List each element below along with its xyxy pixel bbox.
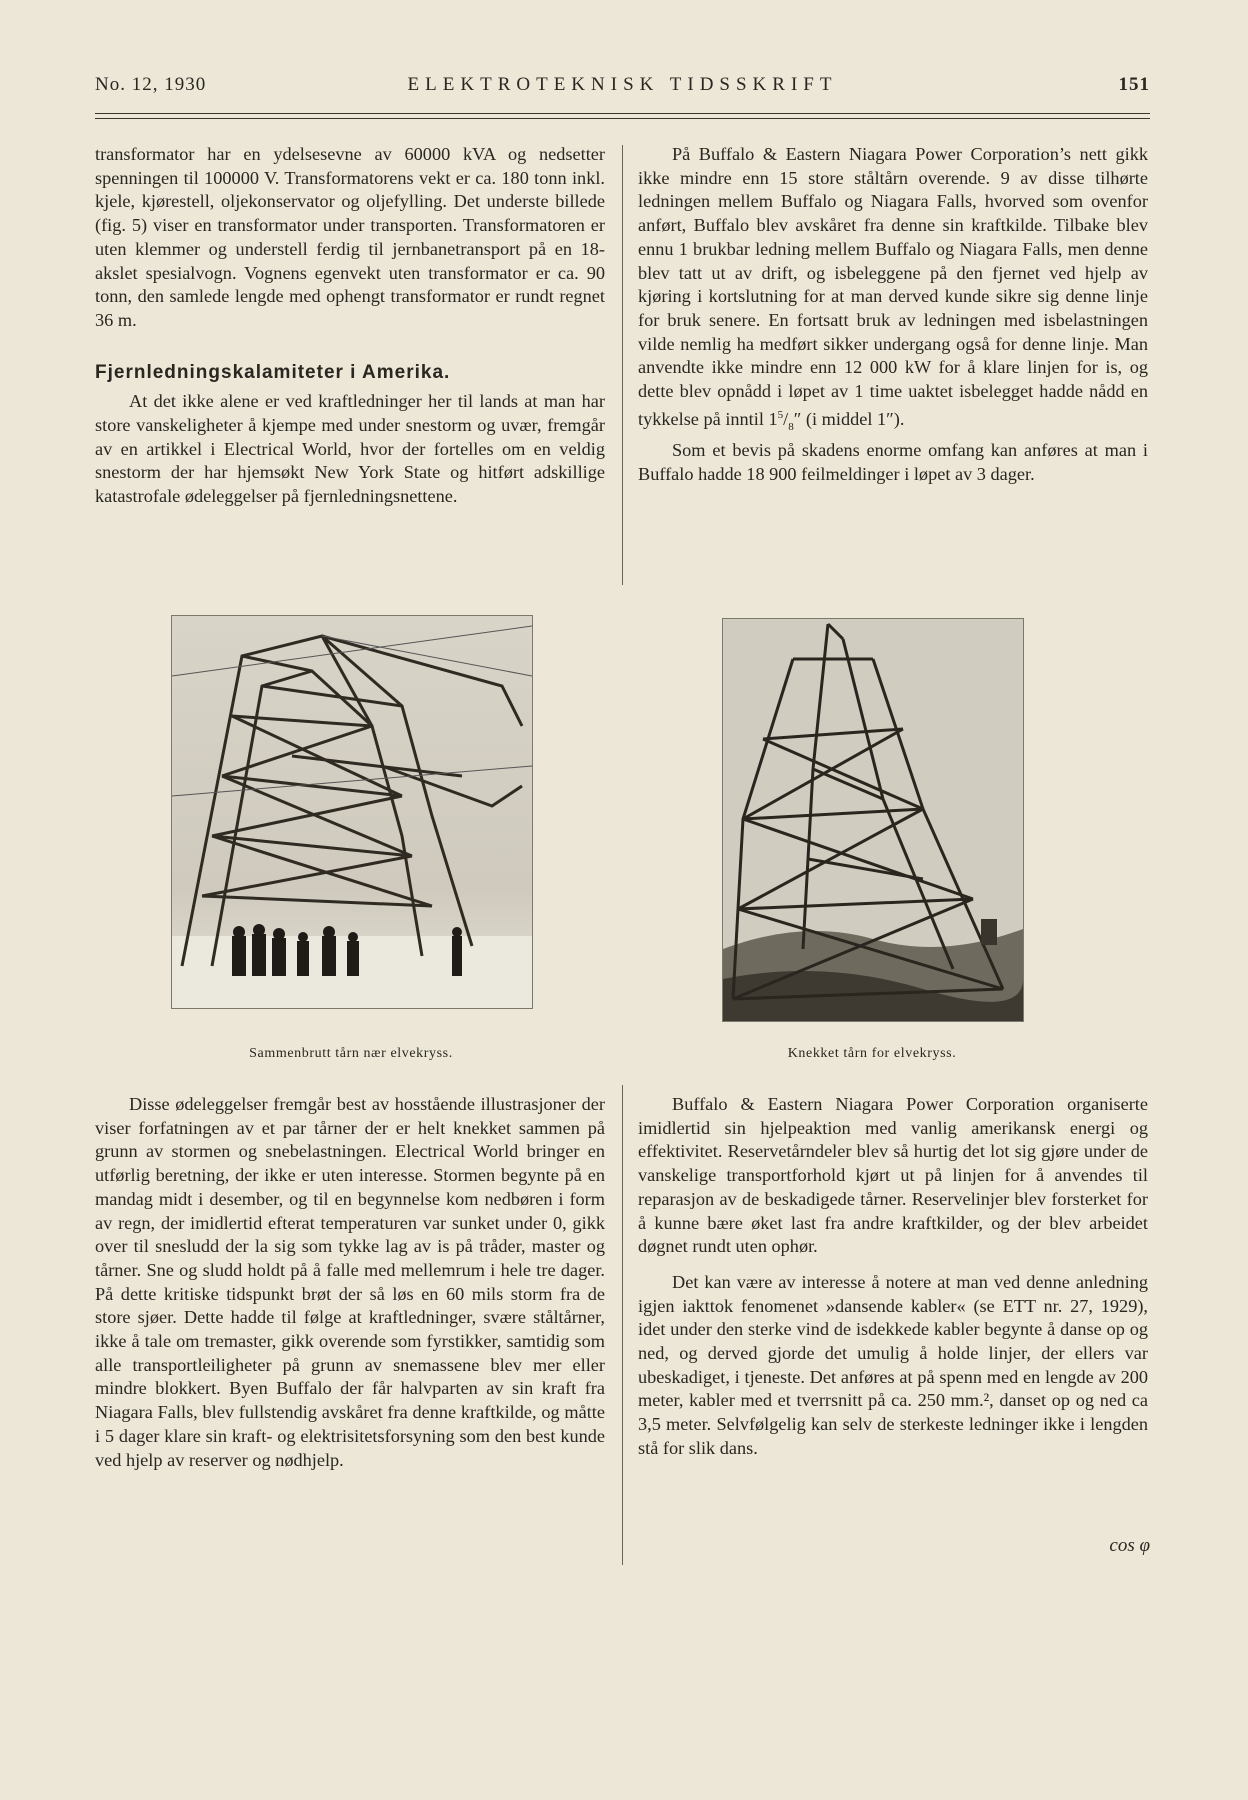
right-column-top — [638, 143, 1148, 487]
right-column-bottom — [638, 1093, 1148, 1461]
paragraph-dancing-cables: Det kan være av interesse å notere at man ved denne anledning igjen iakttok fenomenet »dansende kabler« (se ETT nr. 27, 1929), idet under den sterke vind de isdekkede kabler begynte å danse op og ned, og derved gjorde det umulig å holde linjer, der ellers var ubeskadiget, i tjeneste. Det anføres at på spenn med en lengde av 200 meter, kabler med et tverrsnitt på ca. 250 mm.², danset op og ned ca 3,5 meter. Selvfølgelig kan selv de sterkeste ledninger ikke i lengden stå for slik dans. — [638, 1271, 1148, 1458]
photo-collapsed-tower — [171, 615, 533, 1009]
paragraph-transformator: transformator har en ydelsesevne av 60000 kVA og nedsetter spenningen til 100000 V. Transformatorens vekt er ca. 180 tonn inkl. kjele, kjørestell, oljekonservator og oljefylling. Det underste billede (fig. 5) viser en transformator under transporten. Transformatoren er uten klemmer og understell ferdig til jernbanetransport på en 18-akslet spesialvogn. Vognens egenvekt uten transformator er ca. 90 tonn, den samlede lengde med ophengt transformator er rundt regnet 36 m. — [95, 144, 605, 330]
left-column-top — [95, 143, 605, 509]
issue-number: No. 12, 1930 — [95, 74, 207, 95]
section-heading: Fjernledningskalamiteter i Amerika. — [95, 361, 451, 383]
author-signature: cos φ — [1109, 1535, 1150, 1556]
collapsed-tower-image — [172, 616, 532, 1008]
paragraph-relief-action: Buffalo & Eastern Niagara Power Corporation organiserte imidlertid sin hjelpeaktion med vanlig amerikansk energi og effektivitet. Reservetårndeler blev så hurtig det lot sig gjøre under de vanskelige transportforhold kjørt ut på linjen for å anvendes til reparasjon av de beskadigede tårner. Reservelinjer blev forsterket for å kunne bære øket last fra andre kraftkilder, og der blev arbeidet døgnet rundt uten ophør. — [638, 1094, 1148, 1257]
paragraph-intro: At det ikke alene er ved kraftledninger her til lands at man har store vanskeligheter å kjempe med under snestorm og uvær, fremgår av en artikkel i Electrical World, hvor der fortelles om en veldig snestorm der har hjemsøkt New York State og hitført adskillige katastrofale ødeleggelser på fjernledningsnettene. — [95, 391, 605, 507]
column-divider-bottom — [622, 1085, 623, 1565]
column-divider-top — [622, 145, 623, 585]
paragraph-buffalo-towers: På Buffalo & Eastern Niagara Power Corporation’s nett gikk ikke mindre enn 15 store ståltårn overende. 9 av disse tilhørte ledningen mellem Buffalo og Niagara Falls, hvorved som ovenfor anført, Buffalo blev avskåret fra denne sin kraftkilde. Tilbake blev ennu 1 brukbar ledning mellem Buffalo og Niagara Falls, men denne blev tatt ut av drift, og isbeleggene på den fjernet ved hjelp av kjøring i kortslutning for at man derved kunde sikre sig denne linje for bruk senere. En fortsatt bruk av ledningen med isbelastningen vilde nemlig ha medført sikker undergang også for denne linje. Man anvendte ikke mindre enn 12 000 kW for å klare linjen for is, og dette blev opnådd i løpet av 1 time uaktet isbelegget hadde nådd en tykkelse på inntil $1^5/_8''$ (i middel 1″). — [638, 144, 1148, 433]
buckled-tower-image — [723, 619, 1023, 1021]
page-number: 151 — [1118, 74, 1150, 95]
header-rule-top — [95, 113, 1150, 114]
journal-title: ELEKTROTEKNISK TIDSSKRIFT — [407, 74, 838, 95]
page-header — [95, 70, 1150, 100]
paragraph-storm-account: Disse ødeleggelser fremgår best av hosstående illustrasjoner der viser forfatningen av et par tårner der er helt knekket sammen på grunn av stormen og snebelastningen. Electrical World bringer en utførlig beretning, der ikke er uten interesse. Stormen begynte på en mandag midt i desember, og til en begynnelse kom nedbøren i form av regn, der imidlertid efterat temperaturen var sunket under 0, gikk over til snesludd der la sig som tykke lag av is på tråder, master og tårner. Sne og sludd holdt på å falle med mellemrum i hele tre dager. På dette kritiske tidspunkt brøt der så løs en 60 mils storm fra de store sjøer. Dette hadde til følge at kraftledninger, svære ståltårner, ikke å tale om tremaster, gikk overende som fyrstikker, samtidig som alle transportleiligheter på grunn av snemassene blev mer eller mindre blokkert. Byen Buffalo der får halvparten av sin kraft fra Niagara Falls, blev fullstendig avskåret fra denne kraftkilde, og måtte i 5 dager klare sin kraft- og elektrisitetsforsyning som den best kunde ved hjelp av reserver og nødhjelp. — [95, 1094, 605, 1470]
header-rule-bottom — [95, 118, 1150, 119]
paragraph-damage-evidence: Som et bevis på skadens enorme omfang kan anføres at man i Buffalo hadde 18 900 feilmeldinger i løpet av 3 dager. — [638, 440, 1148, 484]
caption-buckled-tower: Knekket tårn for elvekryss. — [787, 1046, 957, 1061]
photo-buckled-tower — [722, 618, 1024, 1022]
left-column-bottom — [95, 1093, 605, 1472]
caption-collapsed-tower: Sammenbrutt tårn nær elvekryss. — [249, 1046, 453, 1061]
